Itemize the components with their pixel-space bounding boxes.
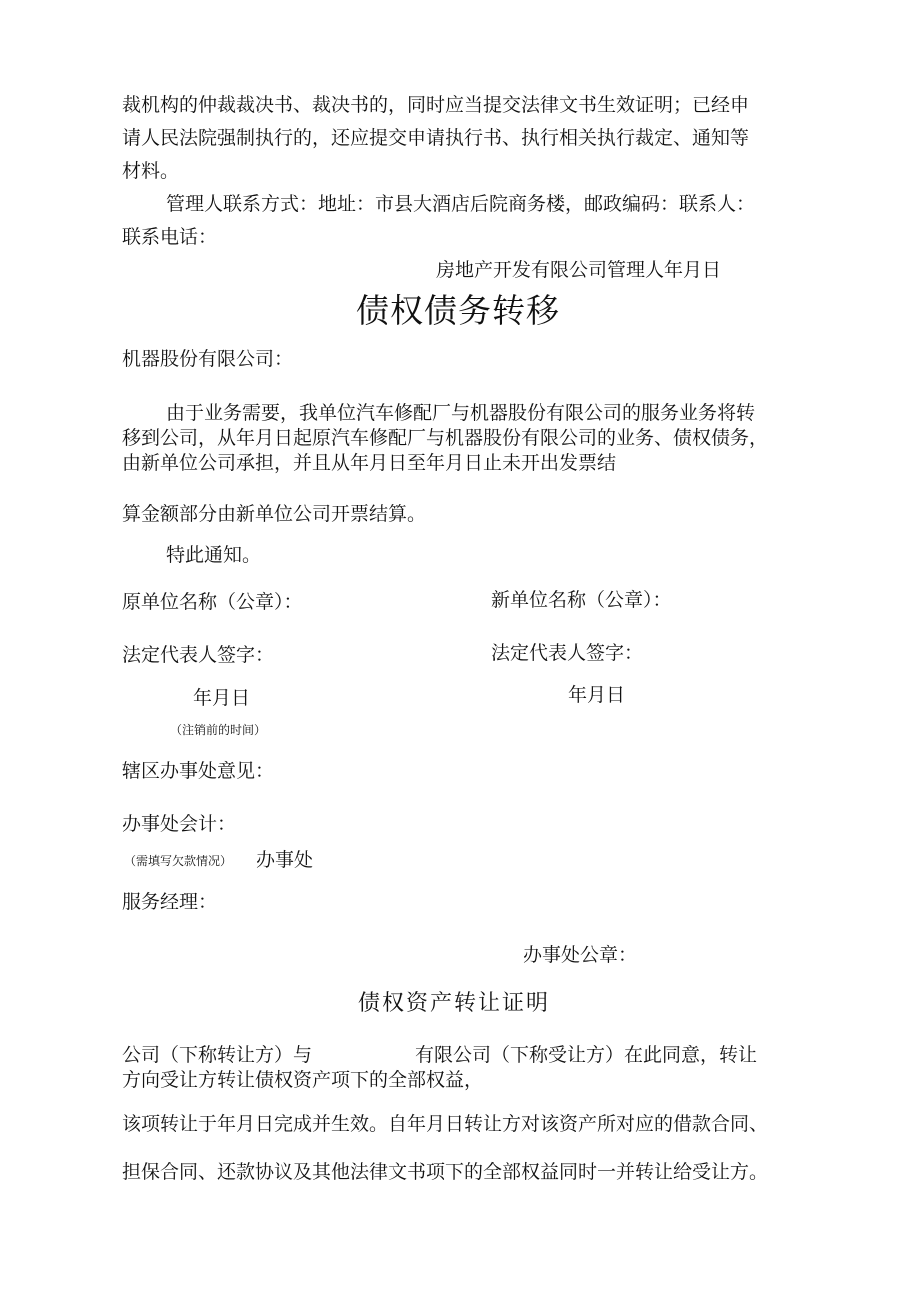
paragraph-line: 公司（下称转让方）与 [122, 1044, 313, 1066]
office-accountant-label: 办事处会计： [122, 813, 237, 835]
paragraph-line: 裁机构的仲裁裁决书、裁决书的，同时应当提交法律文书生效证明；已经申 [122, 94, 750, 116]
paragraph-line: 材料。 [122, 160, 180, 182]
signature-line: 房地产开发有限公司管理人年月日 [436, 259, 722, 281]
cancel-time-note: （注销前的时间） [170, 723, 267, 737]
original-unit-label: 原单位名称（公章）： [122, 591, 303, 613]
paragraph-line: 由于业务需要，我单位汽车修配厂与机器股份有限公司的服务业务将转 [166, 402, 756, 424]
office-seal-label: 办事处公章： [523, 944, 638, 966]
legal-rep-label-left: 法定代表人签字： [122, 644, 275, 666]
office-opinion-label: 辖区办事处意见： [122, 760, 275, 782]
paragraph-line: 担保合同、还款协议及其他法律文书项下的全部权益同时一并转让给受让方。 [122, 1161, 769, 1183]
legal-rep-label-right: 法定代表人签字： [491, 642, 644, 664]
paragraph-line: 有限公司（下称受让方）在此同意，转让 [415, 1044, 758, 1066]
office-label: 办事处 [256, 849, 314, 871]
paragraph-line: 方向受让方转让债权资产项下的全部权益， [122, 1069, 484, 1091]
paragraph-line: 该项转让于年月日完成并生效。自年月日转让方对该资产所对应的借款合同、 [122, 1113, 769, 1135]
date-left: 年月日 [193, 687, 251, 709]
paragraph-line: 算金额部分由新单位公司开票结算。 [122, 503, 427, 525]
paragraph-line: 请人民法院强制执行的，还应提交申请执行书、执行相关执行裁定、通知等 [122, 127, 750, 149]
debt-note: （需填写欠款情况） [124, 854, 233, 868]
new-unit-label: 新单位名称（公章）： [491, 589, 672, 611]
notice-text: 特此通知。 [166, 544, 262, 566]
date-right: 年月日 [568, 684, 626, 706]
section-title: 债权资产转让证明 [358, 991, 551, 1016]
recipient: 机器股份有限公司： [122, 348, 294, 370]
contact-info: 管理人联系方式：地址：市县大酒店后院商务楼，邮政编码：联系人： [166, 193, 756, 215]
contact-phone: 联系电话： [122, 226, 218, 248]
paragraph-line: 由新单位公司承担，并且从年月日至年月日止未开出发票结 [122, 452, 617, 474]
section-title: 债权债务转移 [356, 291, 560, 330]
service-manager-label: 服务经理： [122, 891, 218, 913]
paragraph-line: 移到公司，从年月日起原汽车修配厂与机器股份有限公司的业务、债权债务， [122, 427, 769, 449]
